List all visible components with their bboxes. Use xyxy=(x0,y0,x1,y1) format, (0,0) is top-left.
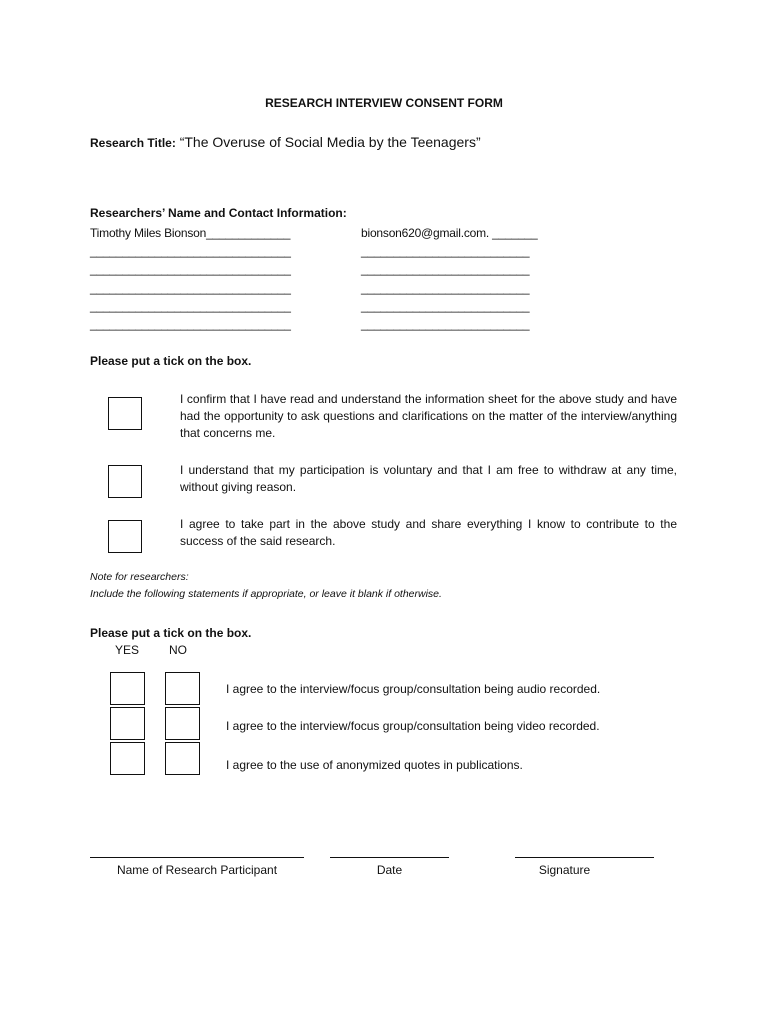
no-checkbox[interactable] xyxy=(165,672,200,705)
yes-checkbox[interactable] xyxy=(110,672,145,705)
contact-email-line[interactable]: __________________________ xyxy=(361,281,530,295)
signature-label: Signature xyxy=(538,863,591,877)
contact-name-line[interactable]: Timothy Miles Bionson_____________ xyxy=(90,226,291,240)
participant-name-line[interactable] xyxy=(90,857,304,858)
optional-statement: I agree to the interview/focus group/consultation being video recorded. xyxy=(226,719,600,733)
consent-checkbox[interactable] xyxy=(108,520,142,553)
contact-email-line[interactable]: __________________________ xyxy=(361,299,530,313)
researcher-note-title: Note for researchers: xyxy=(90,571,189,583)
contact-name-line[interactable]: _______________________________ xyxy=(90,317,291,331)
no-column-label: NO xyxy=(169,643,187,657)
date-line[interactable] xyxy=(330,857,449,858)
section1-heading: Please put a tick on the box. xyxy=(90,354,252,368)
consent-statement: I agree to take part in the above study and share everything I know to contribute to the success of the said research. xyxy=(180,517,677,548)
contact-name-line[interactable]: _______________________________ xyxy=(90,299,291,313)
contact-email-line[interactable]: bionson620@gmail.com. _______ xyxy=(361,226,538,240)
section2-heading: Please put a tick on the box. xyxy=(90,626,252,640)
research-title xyxy=(90,134,481,150)
research-title-label: Research Title: xyxy=(90,136,176,150)
optional-statement: I agree to the interview/focus group/consultation being audio recorded. xyxy=(226,682,601,696)
form-title: RESEARCH INTERVIEW CONSENT FORM xyxy=(265,96,503,110)
consent-checkbox[interactable] xyxy=(108,397,142,430)
yes-checkbox[interactable] xyxy=(110,707,145,740)
contact-email-line[interactable]: __________________________ xyxy=(361,262,530,276)
no-checkbox[interactable] xyxy=(165,707,200,740)
consent-checkbox[interactable] xyxy=(108,465,142,498)
optional-statement: I agree to the use of anonymized quotes in publications. xyxy=(226,758,523,772)
consent-statement: I confirm that I have read and understand the information sheet for the above study and have had the opportunity to ask questions and clarifications on the matter of the interview/anything that concerns me. xyxy=(180,392,677,440)
contact-email-line[interactable]: __________________________ xyxy=(361,244,530,258)
participant-name-label: Name of Research Participant xyxy=(116,863,278,877)
contact-name-line[interactable]: _______________________________ xyxy=(90,281,291,295)
yes-column-label: YES xyxy=(115,643,140,657)
contact-name-line[interactable]: _______________________________ xyxy=(90,262,291,276)
researcher-note-text: Include the following statements if appropriate, or leave it blank if otherwise. xyxy=(90,588,442,600)
no-checkbox[interactable] xyxy=(165,742,200,775)
research-title-value: “The Overuse of Social Media by the Teenagers” xyxy=(175,134,481,150)
yes-checkbox[interactable] xyxy=(110,742,145,775)
contact-name-line[interactable]: _______________________________ xyxy=(90,244,291,258)
date-label: Date xyxy=(376,863,403,877)
signature-line[interactable] xyxy=(515,857,654,858)
contact-email-line[interactable]: __________________________ xyxy=(361,317,530,331)
contact-heading: Researchers’ Name and Contact Information: xyxy=(90,206,347,220)
consent-statement: I understand that my participation is voluntary and that I am free to withdraw at any time, without giving reason. xyxy=(180,463,677,494)
